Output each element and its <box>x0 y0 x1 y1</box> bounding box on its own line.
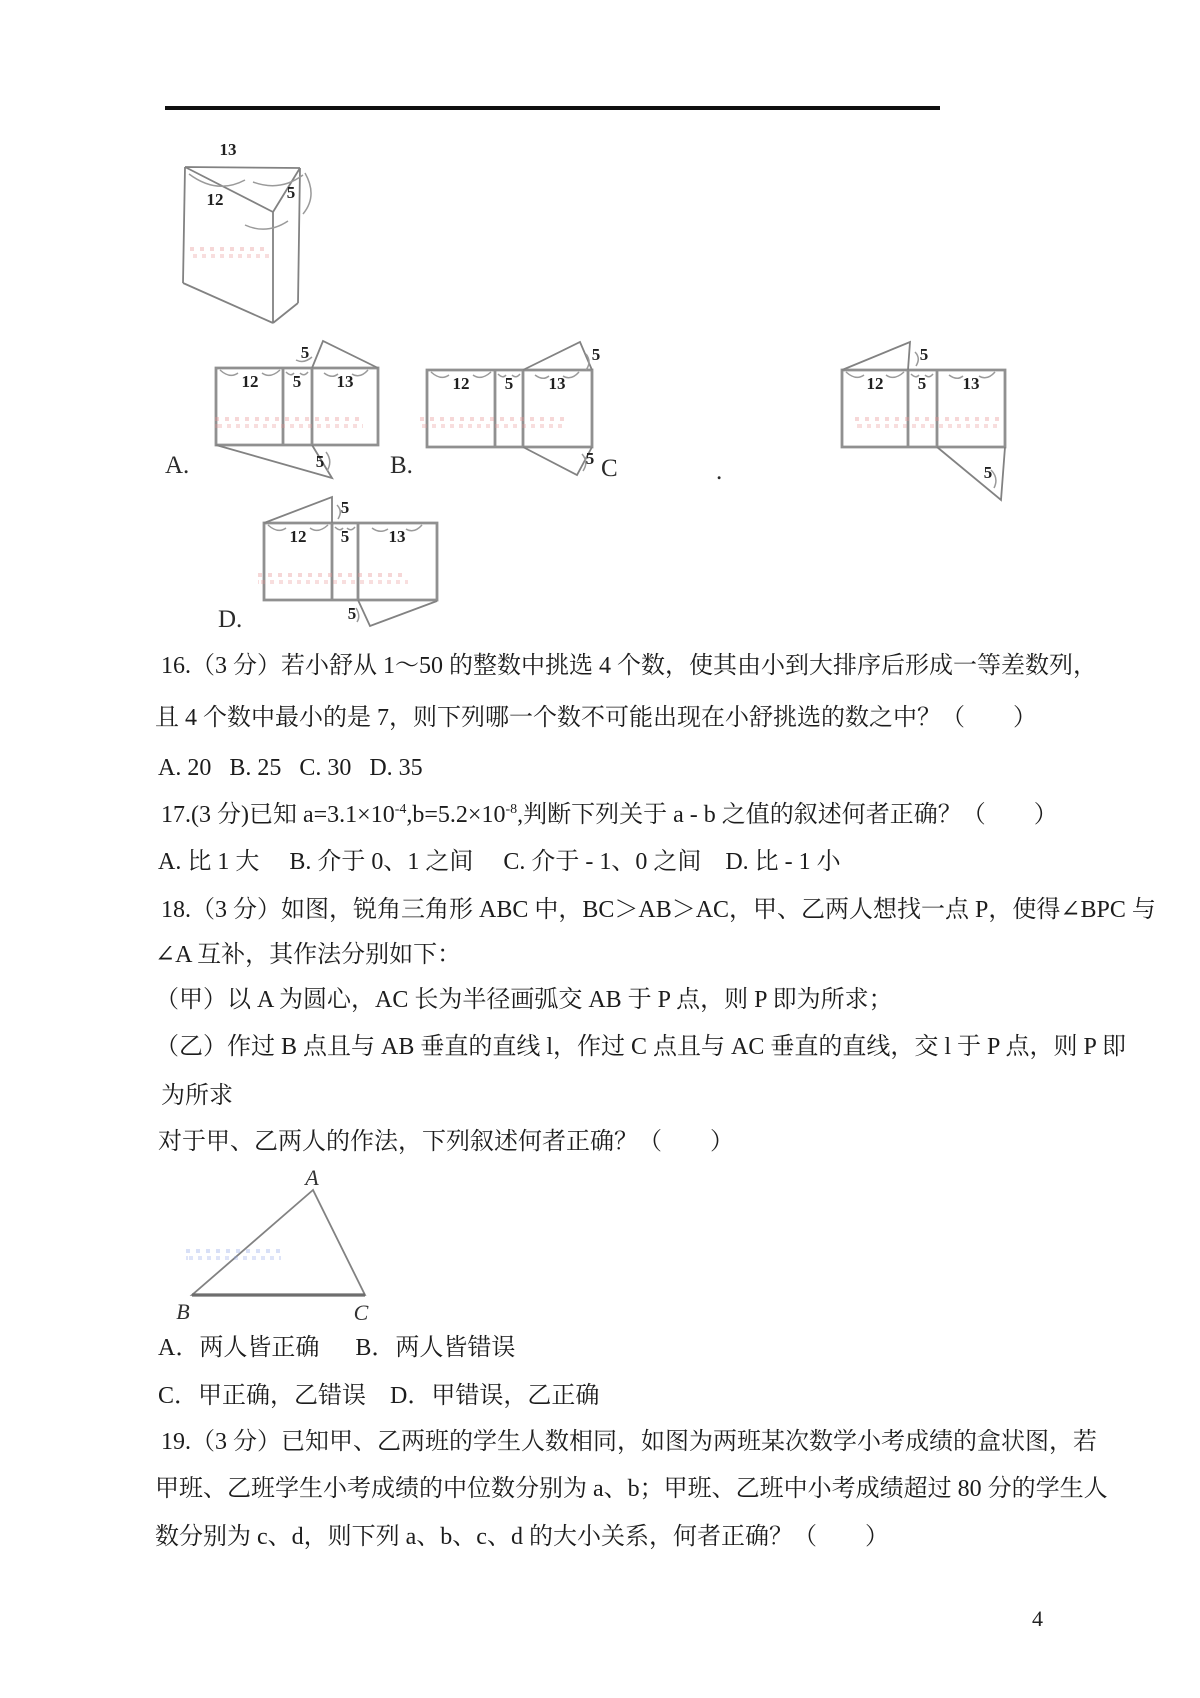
vertex-label-b: B <box>176 1299 190 1324</box>
net-d-panel-5: 5 <box>340 527 350 546</box>
q17-options: A. 比 1 大 B. 介于 0、1 之间 C. 介于 - 1、0 之间 D. 比 - 1 小 <box>158 849 841 875</box>
prism-left-length: 12 <box>206 190 224 209</box>
prism-right-length: 5 <box>286 183 296 202</box>
watermark <box>420 416 565 429</box>
net-figure-a <box>200 330 400 495</box>
q18-options-cd: C．甲正确，乙错误 D．甲错误，乙正确 <box>158 1383 600 1409</box>
watermark <box>855 416 1000 429</box>
watermark <box>258 572 408 586</box>
page-number: 4 <box>1032 1606 1043 1631</box>
net-a-panel-12: 12 <box>241 372 259 391</box>
q16-line-1: 16.（3 分）若小舒从 1～50 的整数中挑选 4 个数，使其由小到大排序后形成一等差数列， <box>161 653 1097 679</box>
q19-line-1: 19.（3 分）已知甲、乙两班的学生人数相同，如图为两班某次数学小考成绩的盒状图，若 <box>161 1429 1097 1455</box>
prism-top-length: 13 <box>219 140 237 159</box>
watermark <box>215 416 363 429</box>
net-c-panel-5: 5 <box>917 374 927 393</box>
net-d-panel-12: 12 <box>289 527 307 546</box>
net-d-panel-13: 13 <box>388 527 406 546</box>
net-b-top-triangle-5: 5 <box>591 345 601 364</box>
net-a-panel-13: 13 <box>336 372 354 391</box>
q18-line-1: 18.（3 分）如图，锐角三角形 ABC 中，BC＞AB＞AC，甲、乙两人想找一点 P，使得∠BPC 与 <box>161 897 1156 923</box>
net-b-panel-12: 12 <box>452 374 470 393</box>
net-a-panel-5: 5 <box>292 372 302 391</box>
q17-text-b: ,b=5.2×10 <box>406 802 506 828</box>
net-figure-d <box>248 480 463 640</box>
q18-line-2: ∠A 互补，其作法分别如下： <box>155 942 462 968</box>
choice-label-a: A. <box>165 452 190 479</box>
net-a-top-triangle-5: 5 <box>300 343 310 362</box>
net-c-top-triangle-5: 5 <box>919 345 929 364</box>
net-b-bottom-triangle-5: 5 <box>585 449 595 468</box>
watermark <box>186 1248 281 1260</box>
watermark <box>190 246 270 258</box>
net-d-bottom-triangle-5: 5 <box>347 604 357 623</box>
q16-options: A. 20 B. 25 C. 30 D. 35 <box>158 755 423 781</box>
vertex-label-a: A <box>305 1165 319 1190</box>
q17-exponent-2: -8 <box>505 802 518 817</box>
choice-label-b: B. <box>390 452 413 479</box>
q17-text-a: 17.(3 分)已知 a=3.1×10 <box>161 802 395 828</box>
vertex-label-c: C <box>353 1300 369 1325</box>
net-d-top-triangle-5: 5 <box>340 498 350 517</box>
triangle-abc-figure <box>165 1155 395 1330</box>
net-c-panel-13: 13 <box>962 374 980 393</box>
net-a-bottom-triangle-5: 5 <box>315 452 325 471</box>
q17-exponent-1: -4 <box>394 802 407 817</box>
q18-options-ab: A．两人皆正确 B．两人皆错误 <box>158 1335 516 1361</box>
prism-figure <box>155 128 355 343</box>
q16-line-2: 且 4 个数中最小的是 7，则下列哪一个数不可能出现在小舒挑选的数之中？（ ） <box>155 705 1037 731</box>
q17-text-c: ,判断下列关于 a - b 之值的叙述何者正确？（ ） <box>517 802 1058 828</box>
top-rule <box>165 106 940 110</box>
choice-label-c: C <box>601 455 618 482</box>
choice-label-d: D. <box>218 606 243 633</box>
q18-line-6: 对于甲、乙两人的作法，下列叙述何者正确？（ ） <box>158 1129 734 1155</box>
q17-line-1 <box>161 799 1058 831</box>
stray-period: . <box>716 458 723 485</box>
q18-line-5: 为所求 <box>161 1083 233 1109</box>
net-c-bottom-triangle-5: 5 <box>983 463 993 482</box>
q19-line-3: 数分别为 c、d，则下列 a、b、c、d 的大小关系，何者正确？（ ） <box>155 1524 889 1550</box>
net-c-panel-12: 12 <box>866 374 884 393</box>
net-b-panel-13: 13 <box>548 374 566 393</box>
q18-line-4: （乙）作过 B 点且与 AB 垂直的直线 l，作过 C 点且与 AC 垂直的直线，交 l 于 P 点，则 P 即 <box>155 1034 1126 1060</box>
q19-line-2: 甲班、乙班学生小考成绩的中位数分别为 a、b；甲班、乙班中小考成绩超过 80 分的学生人 <box>155 1476 1108 1502</box>
net-figure-b <box>410 330 610 495</box>
net-b-panel-5: 5 <box>504 374 514 393</box>
q18-line-3: （甲）以 A 为圆心，AC 长为半径画弧交 AB 于 P 点，则 P 即为所求； <box>155 987 893 1013</box>
